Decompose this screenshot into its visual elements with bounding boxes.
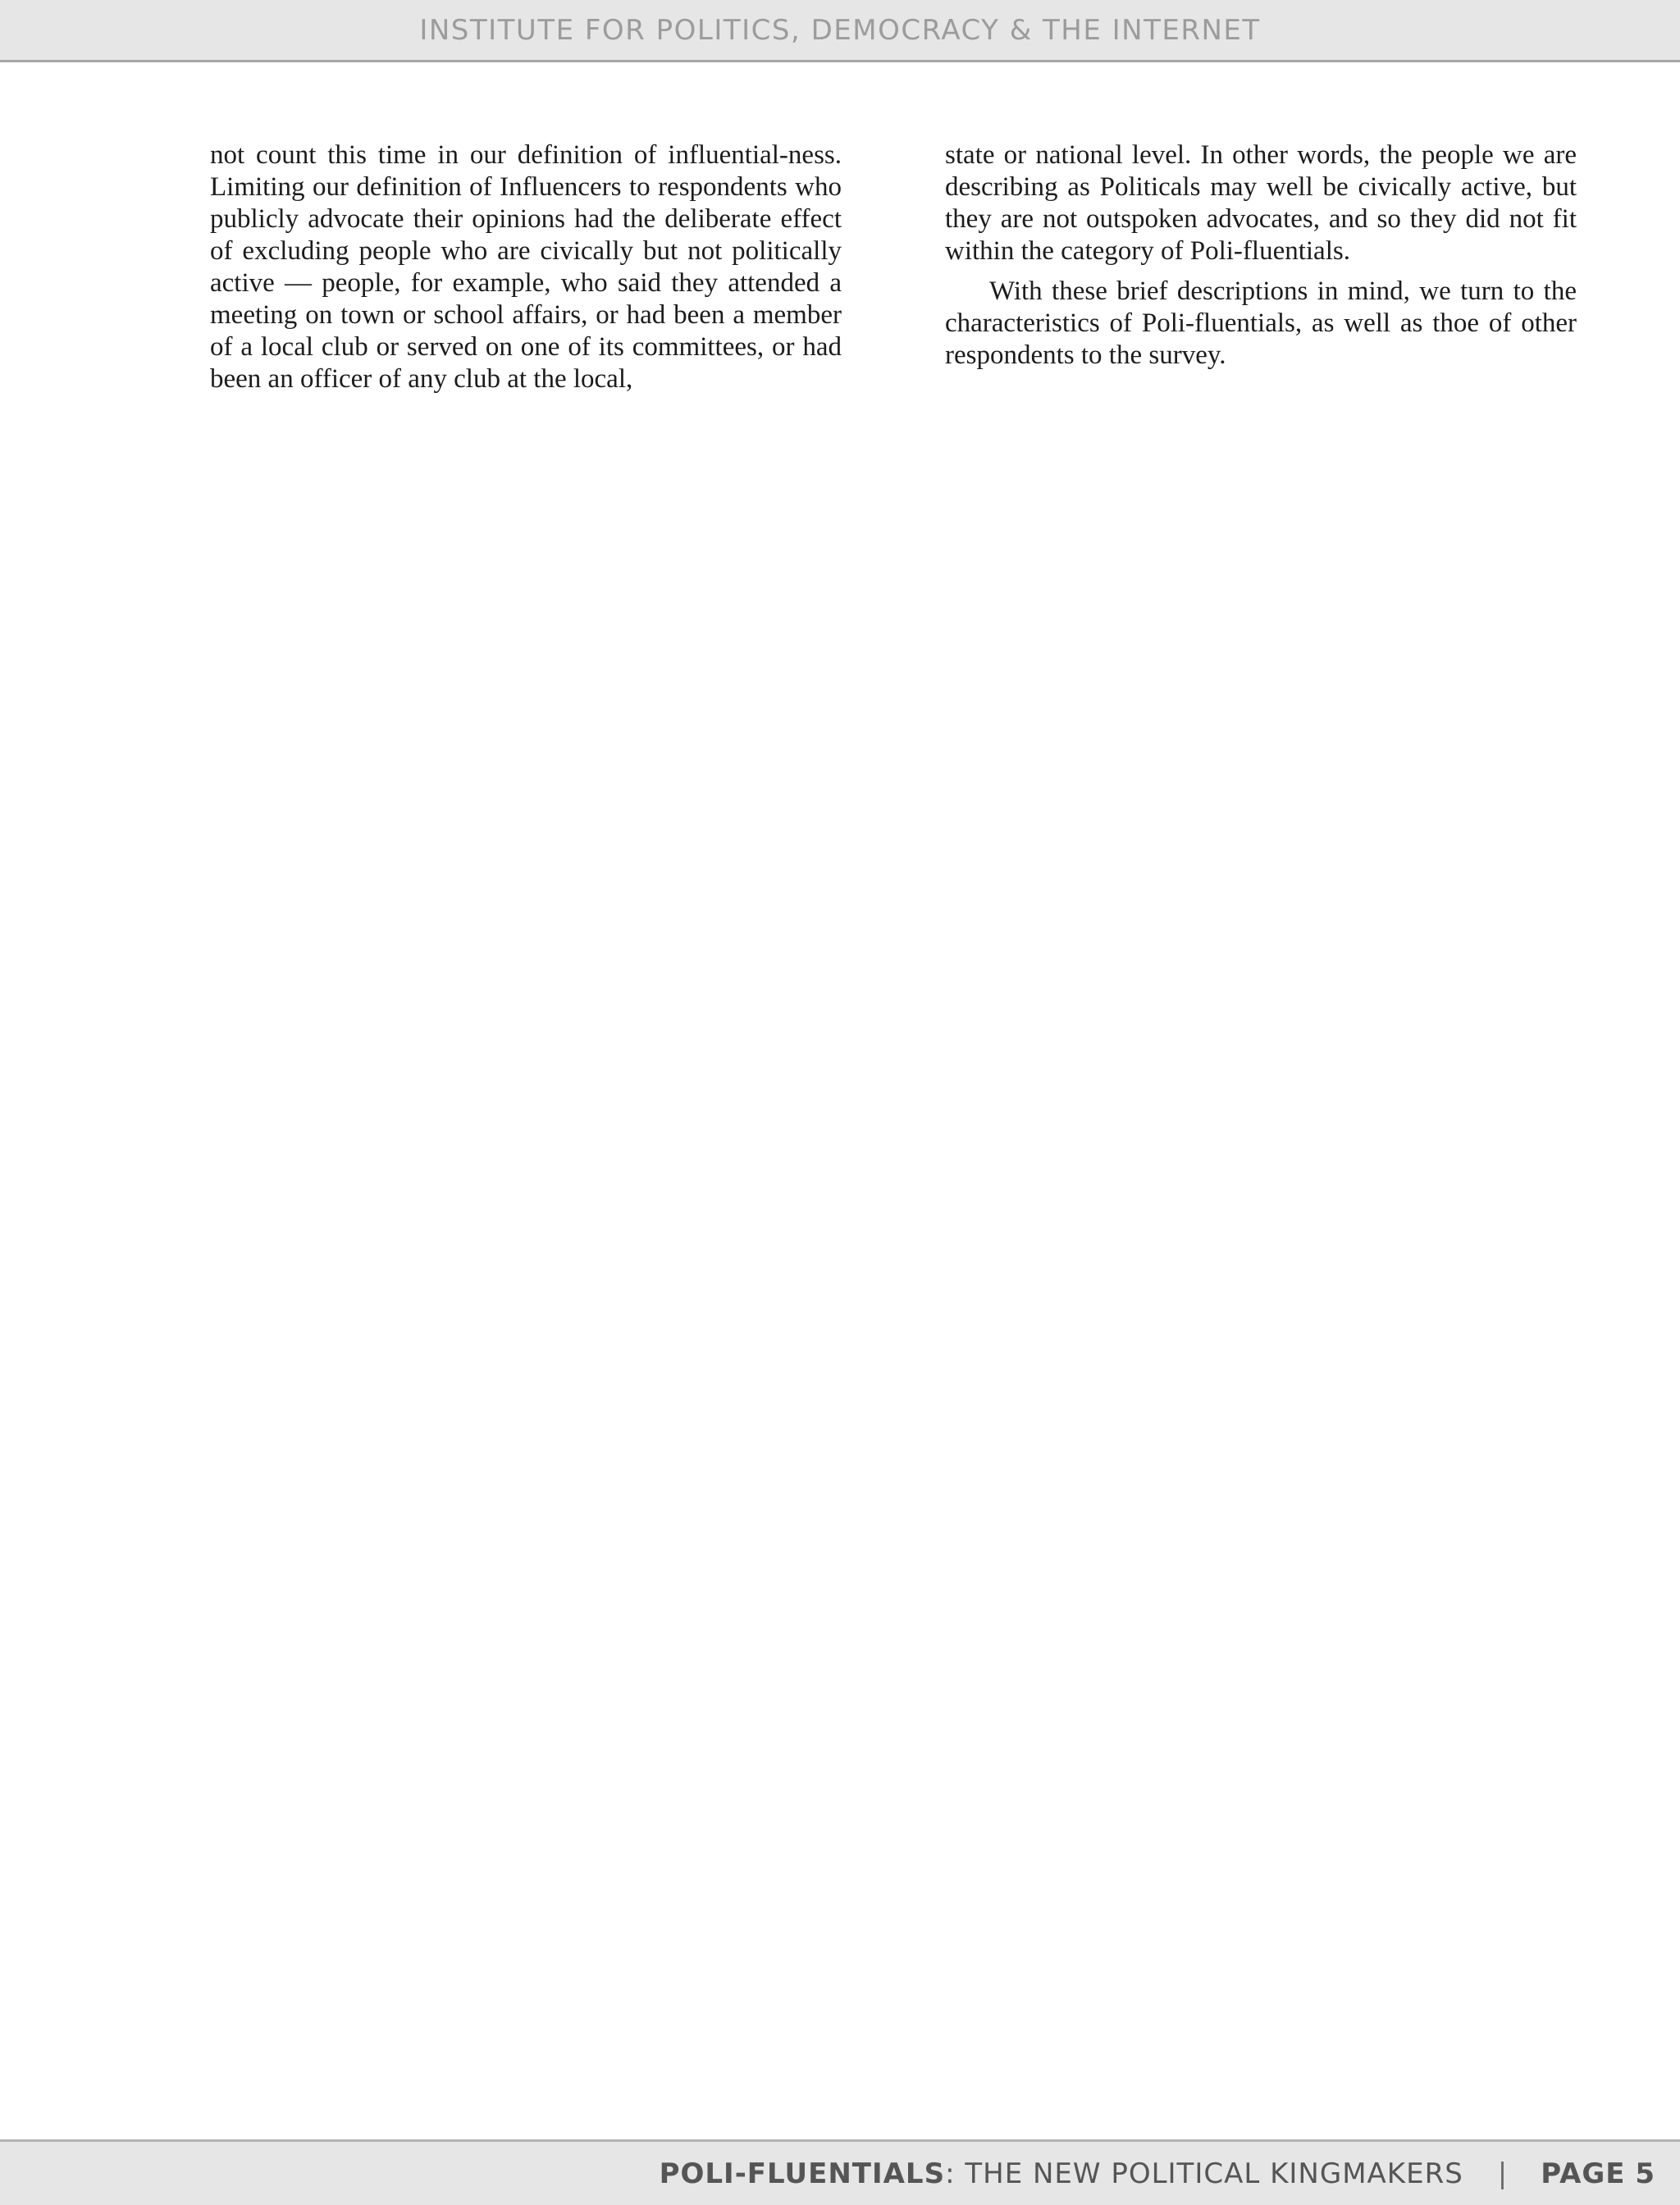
left-paragraph-1: not count this time in our definition of influential-ness. Limiting our definition of Influencers to respondents who publicly advocate their opinions had the deliberate effect of excluding people who are civically but not politically active — people, for example, who said they attended a meeting on town or school affairs, or had been a member of a local club or served on one of its committees, or had been an officer of any club at the local,: [210, 140, 842, 394]
right-paragraph-1: state or national level. In other words, the people we are describing as Politicals may well be civically active, but they are not outspoken advocates, and so they did not fit within the category of Poli-fluentials.: [945, 140, 1577, 266]
running-header: [0, 0, 1680, 62]
left-column: [210, 139, 842, 395]
footer-report-title: POLI-FLUENTIALS: [659, 2157, 946, 2190]
running-footer: [0, 2139, 1680, 2205]
footer-page-label: PAGE: [1541, 2157, 1626, 2190]
right-paragraph-2: With these brief descriptions in mind, we turn to the characteristics of Poli-fluentials, as well as thoe of other respondents to the survey.: [945, 276, 1577, 370]
footer-text: [659, 2157, 1655, 2190]
footer-separator: |: [1497, 2157, 1509, 2190]
right-column: [945, 139, 1577, 372]
footer-report-subtitle: : THE NEW POLITICAL KINGMAKERS: [945, 2157, 1463, 2190]
footer-page-number: 5: [1635, 2157, 1655, 2190]
header-title: INSTITUTE FOR POLITICS, DEMOCRACY & THE INTERNET: [419, 14, 1261, 47]
